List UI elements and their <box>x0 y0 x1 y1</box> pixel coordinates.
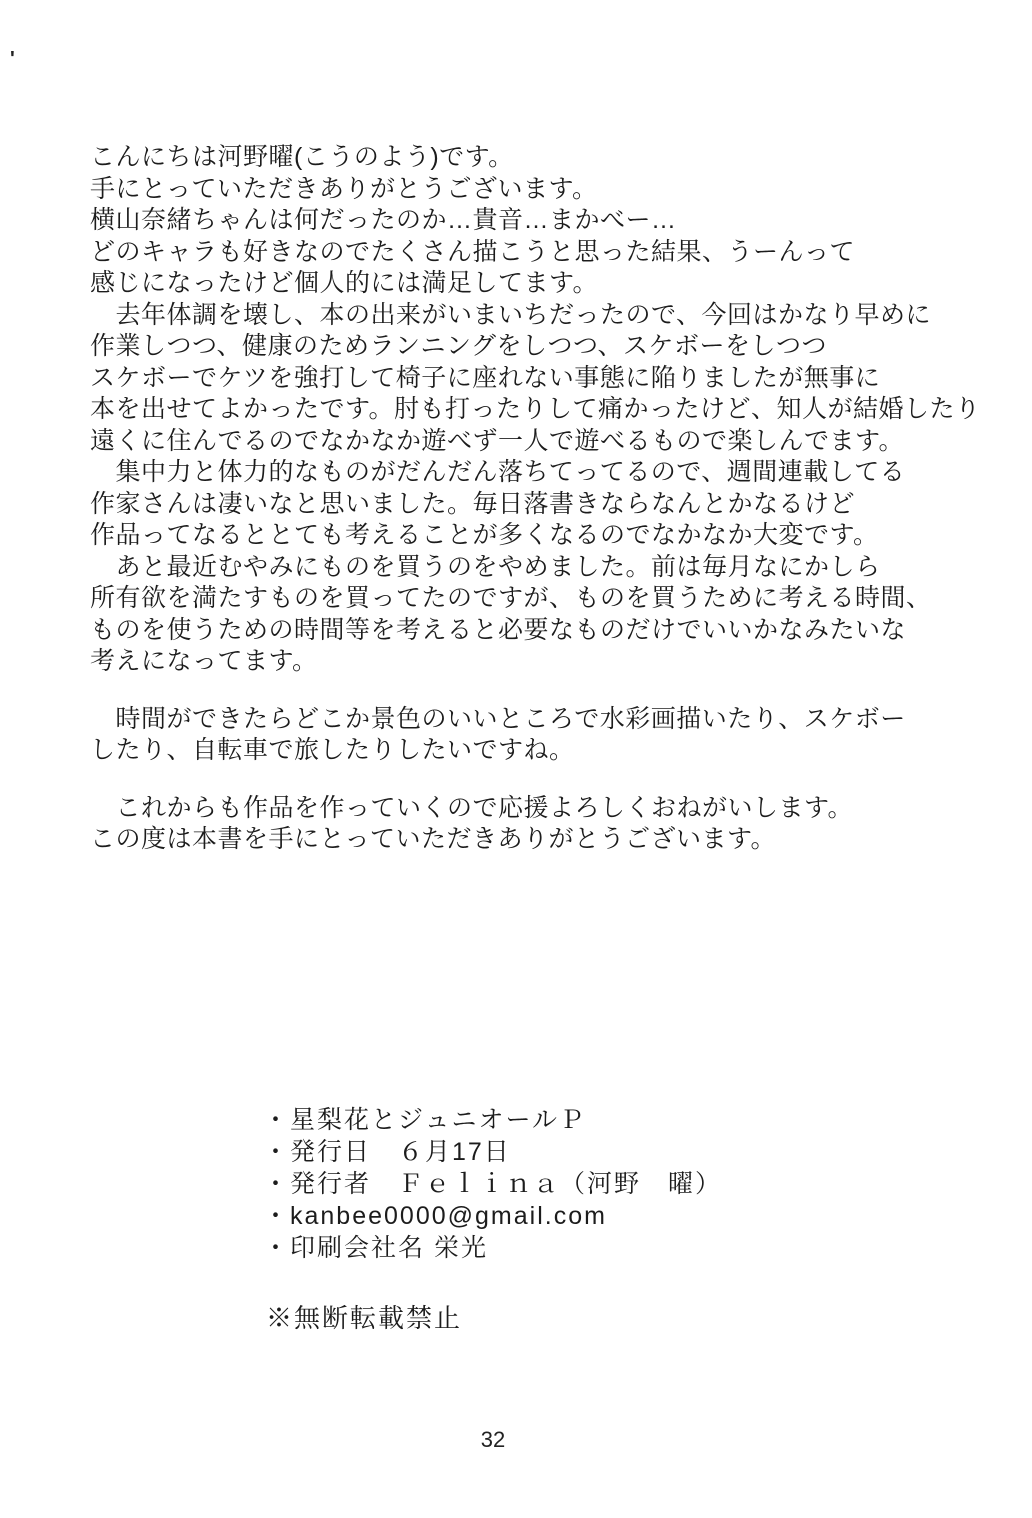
afterword-line: 遠くに住んでるのでなかなか遊べず一人で遊べるもので楽しんでます。 <box>90 426 905 455</box>
reprint-prohibited-notice: ※無断転載禁止 <box>266 1303 463 1333</box>
afterword-line: あと最近むやみにものを買うのをやめました。前は毎月なにかしら <box>90 552 881 581</box>
colophon-email: ・kanbee0000@gmail.com <box>263 1202 607 1230</box>
afterword-line: したり、自転車で旅したりしたいですね。 <box>90 736 575 764</box>
afterword-line: 作品ってなるととても考えることが多くなるのでなかなか大変です。 <box>90 521 879 549</box>
afterword-line: 考えになってます。 <box>90 647 318 675</box>
afterword-line: ものを使うための時間等を考えると必要なものだけでいいかなみたいな <box>90 615 907 644</box>
colophon-block <box>263 1100 722 1260</box>
afterword-line: 本を出せてよかったです。肘も打ったりして痛かったけど、知人が結婚したり <box>90 395 981 423</box>
afterword-line: どのキャラも好きなのでたくさん描こうと思った結果、うーんって <box>90 237 856 266</box>
afterword-line: 感じになったけど個人的には満足してます。 <box>90 269 599 297</box>
stray-scan-mark: ' <box>10 48 15 70</box>
afterword-line: こんにちは河野曜(こうのよう)です。 <box>90 143 514 171</box>
afterword-line: これからも作品を作っていくので応援よろしくおねがいします。 <box>90 793 854 822</box>
afterword-text-block <box>90 137 981 851</box>
afterword-line: 集中力と体力的なものがだんだん落ちてってるので、週間連載してる <box>90 458 906 486</box>
colophon-printer: ・印刷会社名 栄光 <box>263 1234 488 1262</box>
colophon-publisher: ・発行者 Ｆｅｌｉｎａ（河野 曜） <box>263 1170 723 1198</box>
afterword-line: 時間ができたらどこか景色のいいところで水彩画描いたり、スケボー <box>90 704 906 733</box>
afterword-line: 横山奈緒ちゃんは何だったのか…貴音…まかべー… <box>90 206 677 234</box>
afterword-line: 作家さんは凄いなと思いました。毎日落書きならなんとかなるけど <box>90 489 856 518</box>
afterword-line: 作業しつつ、健康のためランニングをしつつ、スケボーをしつつ <box>90 332 828 360</box>
page-number: 32 <box>480 1427 506 1452</box>
afterword-line: 去年体調を壊し、本の出来がいまいちだったので、今回はかなり早めに <box>90 300 932 329</box>
afterword-line: この度は本書を手にとっていただきありがとうございます。 <box>90 825 777 853</box>
afterword-line: スケボーでケツを強打して椅子に座れない事態に陥りましたが無事に <box>90 363 881 392</box>
afterword-line: 手にとっていただきありがとうございます。 <box>90 174 598 203</box>
colophon-publish-date: ・発行日 ６月17日 <box>263 1138 511 1166</box>
afterword-blank-line <box>90 673 981 699</box>
afterword-line: 所有欲を満たすものを買ってたのですが、ものを買うために考える時間、 <box>90 584 932 612</box>
colophon-title: ・星梨花とジュニオールＰ <box>263 1106 587 1134</box>
afterword-blank-line <box>90 762 981 788</box>
